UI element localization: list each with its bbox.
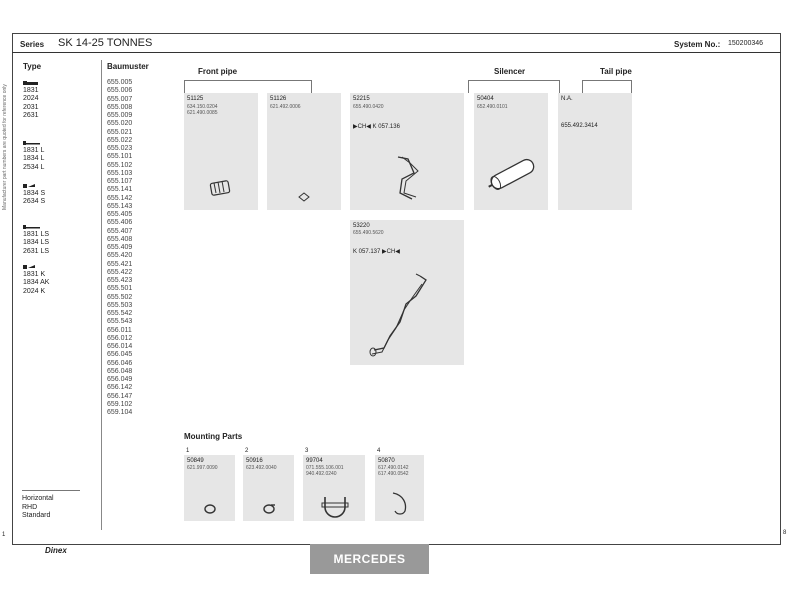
clamp-bolt-icon xyxy=(261,503,277,515)
oem-number: 617.490.0542 xyxy=(378,471,409,477)
baumuster-item: 659.102 xyxy=(107,400,133,408)
part-number: 52215 xyxy=(353,96,370,102)
type-group-2 xyxy=(23,147,44,172)
long-bent-pipe-icon xyxy=(366,270,436,360)
baumuster-item: 655.023 xyxy=(107,145,133,152)
oem-number: 655.490.5620 xyxy=(353,230,384,236)
bracket-tick xyxy=(582,80,583,93)
hook-hanger-icon xyxy=(389,489,411,517)
type-item: 2631 xyxy=(23,112,39,120)
type-item: 2024 K xyxy=(23,287,46,295)
baumuster-item: 655.542 xyxy=(107,310,133,317)
type-item: 1834 L xyxy=(23,155,45,163)
silencer-icon xyxy=(482,153,544,197)
brand-banner: MERCEDES xyxy=(310,544,429,574)
part-card-51125[interactable] xyxy=(184,93,258,210)
clamp-joint-icon xyxy=(208,177,234,199)
baumuster-item: 655.007 xyxy=(107,95,133,103)
baumuster-item: 655.420 xyxy=(107,252,133,260)
part-number: 99704 xyxy=(306,458,323,464)
bent-pipe-icon xyxy=(390,153,424,203)
type-item: 2634 S xyxy=(23,198,46,206)
type-item: 2534 L xyxy=(23,163,45,171)
mounting-card-50870[interactable] xyxy=(375,455,424,521)
u-clamp-icon xyxy=(319,491,351,519)
part-number: 51126 xyxy=(270,96,287,102)
notes-divider xyxy=(22,490,80,491)
baumuster-item: 655.008 xyxy=(107,103,133,111)
note-drive-side: RHD xyxy=(22,503,38,511)
part-number: 53220 xyxy=(353,223,370,229)
part-card-52215[interactable] xyxy=(350,93,464,210)
truck-long-icon xyxy=(23,224,39,229)
baumuster-item: 655.103 xyxy=(107,169,133,177)
baumuster-item: 655.503 xyxy=(107,301,133,309)
baumuster-item: 655.101 xyxy=(107,153,133,161)
baumuster-item: 655.022 xyxy=(107,136,133,144)
reference-code: ▶CH◀ K 057.136 xyxy=(353,124,400,130)
baumuster-item: 656.045 xyxy=(107,351,133,359)
baumuster-item: 656.142 xyxy=(107,384,133,392)
baumuster-item: 655.501 xyxy=(107,285,133,293)
gasket-icon xyxy=(297,191,311,203)
notes xyxy=(22,495,54,521)
baumuster-list xyxy=(107,79,132,417)
truck-tipper-icon xyxy=(23,183,39,188)
baumuster-item: 655.021 xyxy=(107,128,133,136)
oem-number: 071.555.106.001 xyxy=(306,465,344,471)
series-value: SK 14-25 TONNES xyxy=(58,37,153,49)
column-divider xyxy=(101,60,102,530)
mounting-card-99704[interactable] xyxy=(303,455,365,521)
front-pipe-bracket xyxy=(184,80,312,81)
bracket-tick xyxy=(184,80,185,93)
baumuster-item: 655.005 xyxy=(107,79,133,86)
baumuster-item: 656.011 xyxy=(107,326,132,334)
part-card-51126[interactable] xyxy=(267,93,341,210)
baumuster-item: 655.006 xyxy=(107,87,133,95)
type-group-1 xyxy=(23,87,39,121)
dinex-logo: Dinex xyxy=(45,546,67,555)
mounting-index: 1 xyxy=(186,448,190,454)
oem-number: 940.492.0240 xyxy=(306,471,337,477)
baumuster-item: 655.020 xyxy=(107,120,133,128)
oem-number: 617.490.0142 xyxy=(378,465,409,471)
type-item: 1834 AK xyxy=(23,279,50,287)
mounting-parts-label: Mounting Parts xyxy=(184,432,243,441)
oem-number: 621.492.0006 xyxy=(270,104,301,110)
baumuster-item: 655.009 xyxy=(107,112,133,119)
baumuster-item: 655.142 xyxy=(107,194,133,202)
type-item: 1831 K xyxy=(23,271,46,278)
baumuster-item: 656.046 xyxy=(107,359,133,367)
baumuster-item: 655.422 xyxy=(107,268,133,276)
baumuster-item: 655.502 xyxy=(107,293,133,301)
part-card-50404[interactable] xyxy=(474,93,548,210)
part-number: 51125 xyxy=(187,96,204,102)
baumuster-item: 655.421 xyxy=(107,260,133,268)
part-number: N.A. xyxy=(561,96,573,102)
tail-pipe-label: Tail pipe xyxy=(600,67,632,76)
type-item: 1831 xyxy=(23,87,39,94)
oem-number: 621.997.0090 xyxy=(187,465,218,471)
type-item: 1834 S xyxy=(23,190,46,197)
reference-code: 655.492.3414 xyxy=(561,123,598,129)
baumuster-item: 655.406 xyxy=(107,219,133,227)
baumuster-item: 655.102 xyxy=(107,161,133,169)
type-item: 1831 L xyxy=(23,147,45,154)
type-group-3 xyxy=(23,190,45,207)
system-number-value: 150200346 xyxy=(728,40,764,47)
oem-number: 623.492.0040 xyxy=(246,465,277,471)
reference-code: K 057.137 ▶CH◀ xyxy=(353,249,400,255)
baumuster-item: 659.104 xyxy=(107,409,133,416)
baumuster-item: 655.143 xyxy=(107,202,133,210)
baumuster-item: 655.408 xyxy=(107,235,133,243)
type-item: 2024 xyxy=(23,95,39,103)
type-item: 2631 LS xyxy=(23,247,50,255)
truck-long-icon xyxy=(23,140,39,145)
tail-pipe-bracket xyxy=(582,80,632,81)
truck-cab-icon xyxy=(23,80,39,85)
header-divider xyxy=(12,52,781,53)
baumuster-item: 655.405 xyxy=(107,211,133,218)
series-label: Series xyxy=(20,40,45,49)
mounting-index: 4 xyxy=(377,448,381,454)
page-number: 8 xyxy=(783,530,787,536)
baumuster-item: 656.049 xyxy=(107,376,133,383)
type-item: 1834 LS xyxy=(23,239,50,247)
bracket-tick xyxy=(631,80,632,93)
mounting-index: 3 xyxy=(305,448,309,454)
type-item: 2031 xyxy=(23,103,39,111)
oem-number: 621.490.0085 xyxy=(187,110,218,116)
note-orientation: Horizontal xyxy=(22,495,54,502)
bracket-tick xyxy=(468,80,469,93)
side-disclaimer: Manufacturer part numbers are quoted for reference only xyxy=(2,84,8,210)
truck-tipper-icon xyxy=(23,264,39,269)
mounting-index: 2 xyxy=(245,448,249,454)
baumuster-item: 656.012 xyxy=(107,334,133,342)
type-item: 1831 LS xyxy=(23,231,50,238)
baumuster-item: 655.141 xyxy=(107,186,133,194)
type-group-4 xyxy=(23,231,49,256)
clamp-ring-icon xyxy=(203,503,217,515)
mounting-card-50849[interactable] xyxy=(184,455,235,521)
part-number: 50870 xyxy=(378,458,395,464)
part-number: 50849 xyxy=(187,458,204,464)
baumuster-item: 655.423 xyxy=(107,277,133,284)
oem-number: 655.490.0420 xyxy=(353,104,384,110)
baumuster-item: 656.147 xyxy=(107,392,133,400)
oem-number: 634.150.0204 xyxy=(187,104,218,110)
baumuster-item: 655.543 xyxy=(107,318,133,326)
part-card-53220[interactable] xyxy=(350,220,464,365)
silencer-label: Silencer xyxy=(494,67,526,76)
system-number-label: System No.: xyxy=(674,40,721,49)
baumuster-item: 656.048 xyxy=(107,367,133,375)
part-card-tail-pipe[interactable] xyxy=(558,93,632,210)
baumuster-item: 655.409 xyxy=(107,244,133,251)
note-version: Standard xyxy=(22,512,51,519)
corner-mark: 1 xyxy=(2,532,6,538)
baumuster-item: 655.107 xyxy=(107,178,133,185)
silencer-bracket xyxy=(468,80,560,81)
mounting-card-50916[interactable] xyxy=(243,455,294,521)
baumuster-item: 656.014 xyxy=(107,343,133,350)
oem-number: 652.490.0101 xyxy=(477,104,508,110)
part-number: 50404 xyxy=(477,96,494,102)
baumuster-item: 655.407 xyxy=(107,227,133,235)
baumuster-column-header: Baumuster xyxy=(107,62,149,71)
bracket-tick xyxy=(559,80,560,93)
part-number: 50916 xyxy=(246,458,263,464)
front-pipe-label: Front pipe xyxy=(198,67,238,76)
type-group-5 xyxy=(23,271,49,296)
type-column-header: Type xyxy=(23,62,42,71)
bracket-tick xyxy=(311,80,312,93)
